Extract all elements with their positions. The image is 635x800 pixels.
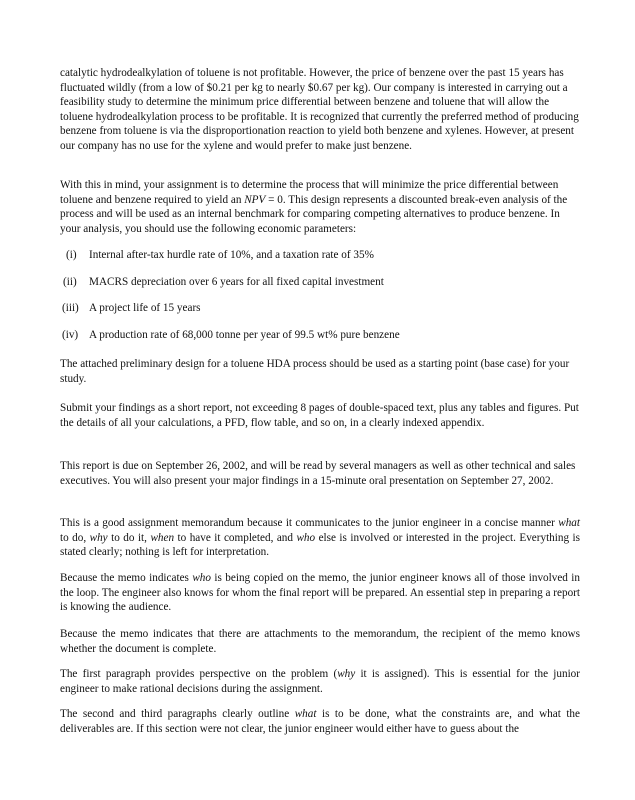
emphasis-what: what xyxy=(294,708,317,720)
npv-term: NPV xyxy=(244,193,266,206)
text-span: = 0. This design represents a discounted break-even analysis of the process and will be used as an internal benchmark for comparing competing alternatives to produce benzene. In your analysis, you should use the following economic parameters: xyxy=(60,193,568,235)
list-item-number: (iii) xyxy=(62,302,79,314)
commentary-paragraph-2 xyxy=(60,571,580,615)
text-span: to have it completed, and xyxy=(174,531,297,544)
memo-paragraph-base-case: The attached preliminary design for a toluene HDA process should be used as a starting point (base case) for your study. xyxy=(60,358,570,385)
commentary-paragraph-3: Because the memo indicates that there are attachments to the memorandum, the recipient of the memo knows whether the document is complete. xyxy=(60,628,580,655)
emphasis-who: who xyxy=(296,531,316,544)
text-span: is to be done, what the constraints are, and what the deliverables are. If this section were not clear, the junior engineer would either have to guess about the xyxy=(60,708,580,735)
text-span: is being copied on the memo, the junior engineer knows all of those involved in the loop. The engineer also knows for whom the final report will be prepared. An essential step in preparing a report is knowing the audience. xyxy=(60,572,581,614)
emphasis-who: who xyxy=(192,572,211,584)
commentary-paragraph-1 xyxy=(60,516,580,560)
list-item xyxy=(62,248,582,263)
list-item-text: Internal after-tax hurdle rate of 10%, and a taxation rate of 35% xyxy=(89,249,374,261)
commentary-paragraph-5 xyxy=(60,707,580,736)
commentary-paragraph-4 xyxy=(60,667,580,696)
list-item-number: (i) xyxy=(66,249,77,261)
memo-paragraph-due-date: This report is due on September 26, 2002, and will be read by several managers as well as other technical and sales executives. You will also present your major findings in a 15-minute oral presentation on September 27, 2002. xyxy=(60,460,576,487)
emphasis-why: why xyxy=(89,531,108,544)
emphasis-what: what xyxy=(558,517,580,529)
emphasis-when: when xyxy=(150,531,175,544)
list-item-text: MACRS depreciation over 6 years for all fixed capital investment xyxy=(89,276,384,288)
list-item xyxy=(62,275,582,290)
text-span: to do, xyxy=(60,531,90,544)
text-span: else is involved or interested in the project. Everything is stated clearly; nothing is left for interpretation. xyxy=(60,531,580,559)
text-span: The first paragraph provides perspective on the problem ( xyxy=(60,668,338,680)
text-span: to do it, xyxy=(107,531,151,544)
list-item xyxy=(62,301,582,316)
list-item-text: A production rate of 68,000 tonne per year of 99.5 wt% pure benzene xyxy=(89,329,400,341)
memo-paragraph-assignment xyxy=(60,178,580,236)
text-span: Because the memo indicates xyxy=(60,572,193,584)
list-item-number: (iv) xyxy=(62,329,79,341)
text-span: This is a good assignment memorandum because it communicates to the junior engineer in a concise manner xyxy=(60,517,559,529)
emphasis-why: why xyxy=(337,668,356,680)
text-span: The second and third paragraphs clearly outline xyxy=(60,708,295,720)
list-item-number: (ii) xyxy=(63,276,77,288)
list-item-text: A project life of 15 years xyxy=(89,302,201,314)
text-span: With this in mind, your assignment is to determine the process that will minimize the price differential between toluene and benzene required to yield an xyxy=(60,179,559,206)
text-span: it is assigned). This is essential for the junior engineer to make rational decisions during the assignment. xyxy=(60,668,581,695)
memo-paragraph-context: catalytic hydrodealkylation of toluene is not profitable. However, the price of benzene over the past 15 years has fluctuated wildly (from a low of $0.21 per kg to nearly $0.67 per kg). Our company is interested in carrying out a feasibility study to determine the minimum price differential between benzene and toluene that will allow the toluene hydrodealkylation process to be profitable. It is recognized that currently the preferred method of producing benzene from toluene is via the disproportionation reaction to yield both benzene and xylenes. However, at present our company has no use for the xylene and would prefer to make just benzene. xyxy=(60,67,579,152)
memo-paragraph-submission: Submit your findings as a short report, not exceeding 8 pages of double-spaced text, plus any tables and figures. Put the details of all your calculations, a PFD, flow table, and so on, in a clearly indexed appendix. xyxy=(60,402,579,429)
list-item xyxy=(62,328,582,343)
